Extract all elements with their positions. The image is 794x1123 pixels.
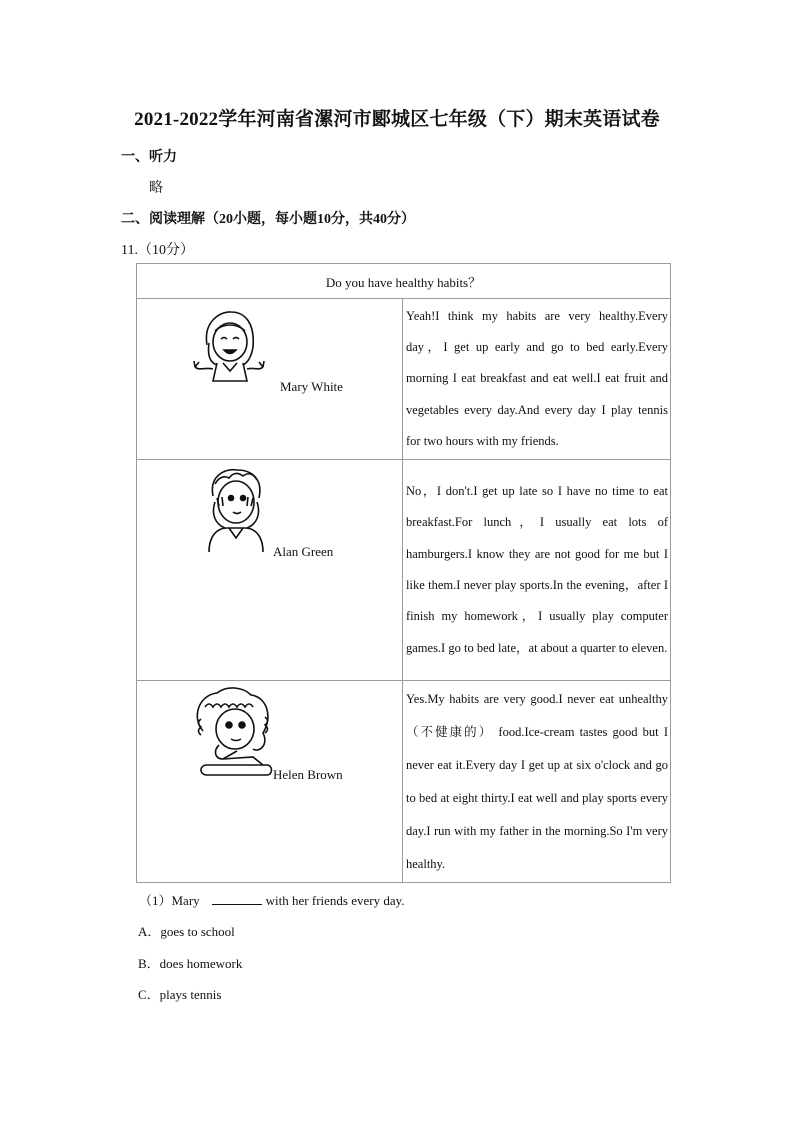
text-alan: No，I don't.I get up late so I have no time to eat breakfast.For lunch，I usually eat lots of hamburgers.I know they are not good for me but I like them.I never play sports.In the evening，after I finish my homework，I usually play computer games.I go to bed late，at about a quarter to eleven. xyxy=(403,460,671,681)
option-c[interactable]: C．plays tennis xyxy=(138,987,222,1002)
table-row-mary xyxy=(137,299,403,460)
person-name-helen: Helen Brown xyxy=(273,767,343,782)
section-listening-heading: 一、听力 xyxy=(121,150,177,165)
section-listening-content: 略 xyxy=(149,181,163,196)
table-header: Do you have healthy habits？ xyxy=(137,264,671,299)
page-title: 2021-2022学年河南省漯河市郾城区七年级（下）期末英语试卷 xyxy=(134,109,660,130)
subquestion-1-prefix: （1）Mary xyxy=(139,893,200,908)
subquestion-1-suffix: with her friends every day. xyxy=(265,893,405,908)
table-row-helen xyxy=(137,681,403,883)
girl-mary-illustration xyxy=(193,307,265,387)
text-helen: Yes.My habits are very good.I never eat unhealthy （不健康的） food.Ice-cream tastes good but I never eat it.Every day I get up at six o'clock and go to bed at eight thirty.I eat well and play sports every day.I run with my father in the morning.So I'm very healthy. xyxy=(403,681,671,883)
option-b[interactable]: B．does homework xyxy=(138,956,243,971)
person-name-mary: Mary White xyxy=(280,379,343,394)
table-row-alan xyxy=(137,460,403,681)
person-name-alan: Alan Green xyxy=(273,544,334,559)
answer-blank[interactable] xyxy=(212,892,262,905)
question-number: 11.（10分） xyxy=(121,243,194,258)
boy-alan-illustration xyxy=(203,466,269,554)
text-mary: Yeah!I think my habits are very healthy.Every day，I get up early and go to bed early.Every morning I eat breakfast and eat well.I eat fruit and vegetables every day.And every day I play tennis for two hours with my friends. xyxy=(403,299,671,460)
option-a[interactable]: A．goes to school xyxy=(138,924,235,939)
girl-helen-illustration xyxy=(193,687,275,779)
subquestion-1 xyxy=(139,890,405,909)
section-reading-heading: 二、阅读理解（20小题，每小题10分，共40分） xyxy=(121,212,415,227)
habits-table xyxy=(136,263,671,883)
